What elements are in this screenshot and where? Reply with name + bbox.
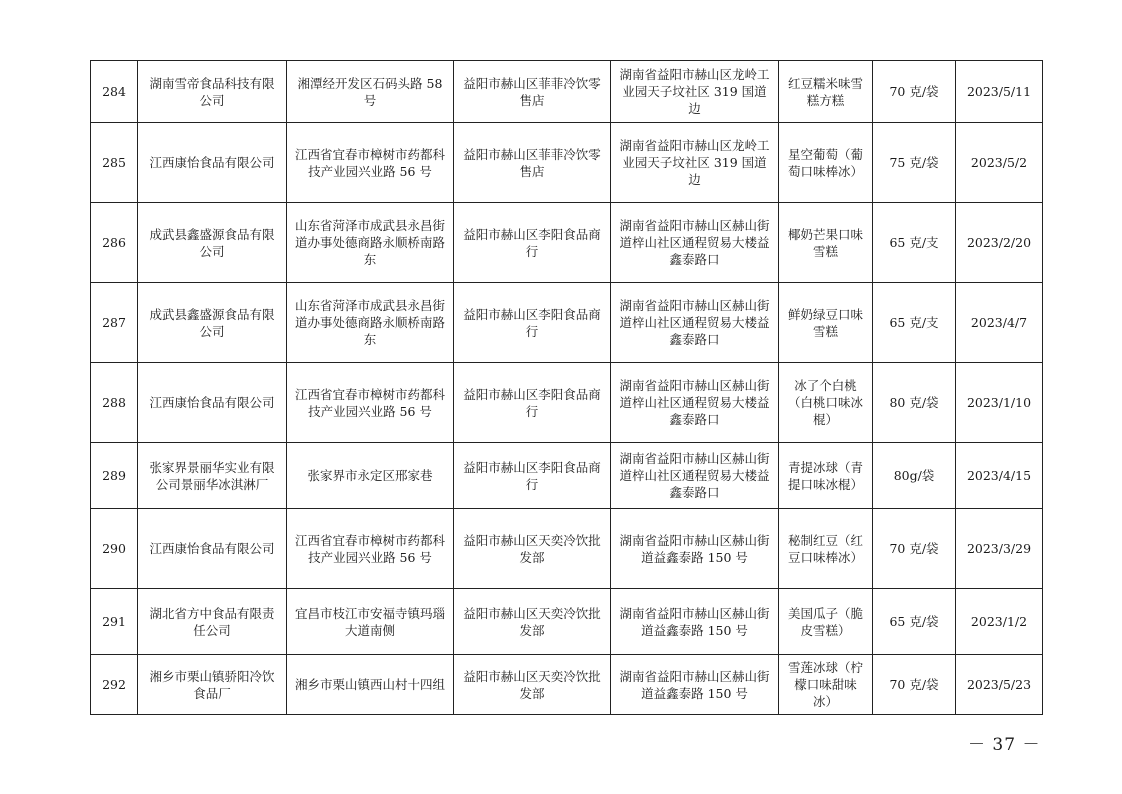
seller-name-cell: 益阳市赫山区天奕冷饮批发部 [454,509,611,589]
row-number-cell: 291 [91,589,138,655]
seller-address-cell: 湖南省益阳市赫山区龙岭工业园天子坟社区 319 国道边 [611,61,779,123]
product-name-cell: 青提冰球（青提口味冰棍） [779,443,873,509]
product-spec-cell: 65 克/支 [873,283,956,363]
production-date-cell: 2023/1/2 [956,589,1043,655]
row-number-cell: 292 [91,655,138,715]
product-spec-cell: 75 克/袋 [873,123,956,203]
producer-address-cell: 山东省菏泽市成武县永昌街道办事处德商路永顺桥南路东 [287,203,454,283]
seller-address-cell: 湖南省益阳市赫山区赫山街道梓山社区通程贸易大楼益鑫泰路口 [611,283,779,363]
seller-name-cell: 益阳市赫山区菲菲冷饮零售店 [454,123,611,203]
seller-address-cell: 湖南省益阳市赫山区赫山街道益鑫泰路 150 号 [611,509,779,589]
product-name-cell: 雪莲冰球（柠檬口味甜味冰） [779,655,873,715]
page-number: － 37 － [968,735,1041,755]
producer-address-cell: 张家界市永定区邢家巷 [287,443,454,509]
producer-address-cell: 江西省宜春市樟树市药都科技产业园兴业路 56 号 [287,123,454,203]
table-row [91,61,1043,123]
producer-name-cell: 湖北省方中食品有限责任公司 [138,589,287,655]
row-number-cell: 284 [91,61,138,123]
production-date-cell: 2023/4/7 [956,283,1043,363]
product-name-cell: 秘制红豆（红豆口味棒冰） [779,509,873,589]
row-number-cell: 289 [91,443,138,509]
production-date-cell: 2023/5/2 [956,123,1043,203]
seller-name-cell: 益阳市赫山区李阳食品商行 [454,203,611,283]
product-name-cell: 椰奶芒果口味雪糕 [779,203,873,283]
producer-name-cell: 成武县鑫盛源食品有限公司 [138,203,287,283]
table-row [91,283,1043,363]
producer-address-cell: 湘乡市栗山镇西山村十四组 [287,655,454,715]
product-name-cell: 星空葡萄（葡萄口味棒冰） [779,123,873,203]
product-name-cell: 鲜奶绿豆口味雪糕 [779,283,873,363]
seller-address-cell: 湖南省益阳市赫山区赫山街道益鑫泰路 150 号 [611,655,779,715]
producer-name-cell: 江西康怡食品有限公司 [138,123,287,203]
seller-name-cell: 益阳市赫山区菲菲冷饮零售店 [454,61,611,123]
product-spec-cell: 70 克/袋 [873,61,956,123]
row-number-cell: 288 [91,363,138,443]
production-date-cell: 2023/1/10 [956,363,1043,443]
producer-name-cell: 江西康怡食品有限公司 [138,363,287,443]
product-spec-cell: 70 克/袋 [873,509,956,589]
product-spec-cell: 65 克/袋 [873,589,956,655]
production-date-cell: 2023/5/23 [956,655,1043,715]
seller-address-cell: 湖南省益阳市赫山区赫山街道梓山社区通程贸易大楼益鑫泰路口 [611,363,779,443]
producer-name-cell: 成武县鑫盛源食品有限公司 [138,283,287,363]
table-row [91,509,1043,589]
seller-name-cell: 益阳市赫山区李阳食品商行 [454,363,611,443]
seller-name-cell: 益阳市赫山区天奕冷饮批发部 [454,655,611,715]
seller-address-cell: 湖南省益阳市赫山区龙岭工业园天子坟社区 319 国道边 [611,123,779,203]
product-spec-cell: 65 克/支 [873,203,956,283]
producer-name-cell: 江西康怡食品有限公司 [138,509,287,589]
table-row [91,203,1043,283]
table-row [91,589,1043,655]
producer-name-cell: 张家界景丽华实业有限公司景丽华冰淇淋厂 [138,443,287,509]
product-spec-cell: 80g/袋 [873,443,956,509]
product-spec-cell: 70 克/袋 [873,655,956,715]
producer-address-cell: 江西省宜春市樟树市药都科技产业园兴业路 56 号 [287,509,454,589]
seller-name-cell: 益阳市赫山区李阳食品商行 [454,283,611,363]
producer-address-cell: 湘潭经开发区石码头路 58 号 [287,61,454,123]
table-row [91,123,1043,203]
producer-name-cell: 湖南雪帝食品科技有限公司 [138,61,287,123]
seller-address-cell: 湖南省益阳市赫山区赫山街道梓山社区通程贸易大楼益鑫泰路口 [611,203,779,283]
product-name-cell: 红豆糯米味雪糕方糕 [779,61,873,123]
sampling-records-table [90,60,1043,715]
producer-address-cell: 江西省宜春市樟树市药都科技产业园兴业路 56 号 [287,363,454,443]
producer-address-cell: 山东省菏泽市成武县永昌街道办事处德商路永顺桥南路东 [287,283,454,363]
production-date-cell: 2023/4/15 [956,443,1043,509]
producer-address-cell: 宜昌市枝江市安福寺镇玛瑙大道南侧 [287,589,454,655]
row-number-cell: 286 [91,203,138,283]
seller-name-cell: 益阳市赫山区天奕冷饮批发部 [454,589,611,655]
production-date-cell: 2023/5/11 [956,61,1043,123]
product-spec-cell: 80 克/袋 [873,363,956,443]
product-name-cell: 冰了个白桃（白桃口味冰棍） [779,363,873,443]
table-row [91,655,1043,715]
production-date-cell: 2023/3/29 [956,509,1043,589]
row-number-cell: 287 [91,283,138,363]
seller-name-cell: 益阳市赫山区李阳食品商行 [454,443,611,509]
product-name-cell: 美国瓜子（脆皮雪糕） [779,589,873,655]
producer-name-cell: 湘乡市栗山镇骄阳冷饮食品厂 [138,655,287,715]
table-row [91,443,1043,509]
production-date-cell: 2023/2/20 [956,203,1043,283]
seller-address-cell: 湖南省益阳市赫山区赫山街道梓山社区通程贸易大楼益鑫泰路口 [611,443,779,509]
row-number-cell: 285 [91,123,138,203]
table-body [91,61,1043,715]
row-number-cell: 290 [91,509,138,589]
seller-address-cell: 湖南省益阳市赫山区赫山街道益鑫泰路 150 号 [611,589,779,655]
table-row [91,363,1043,443]
